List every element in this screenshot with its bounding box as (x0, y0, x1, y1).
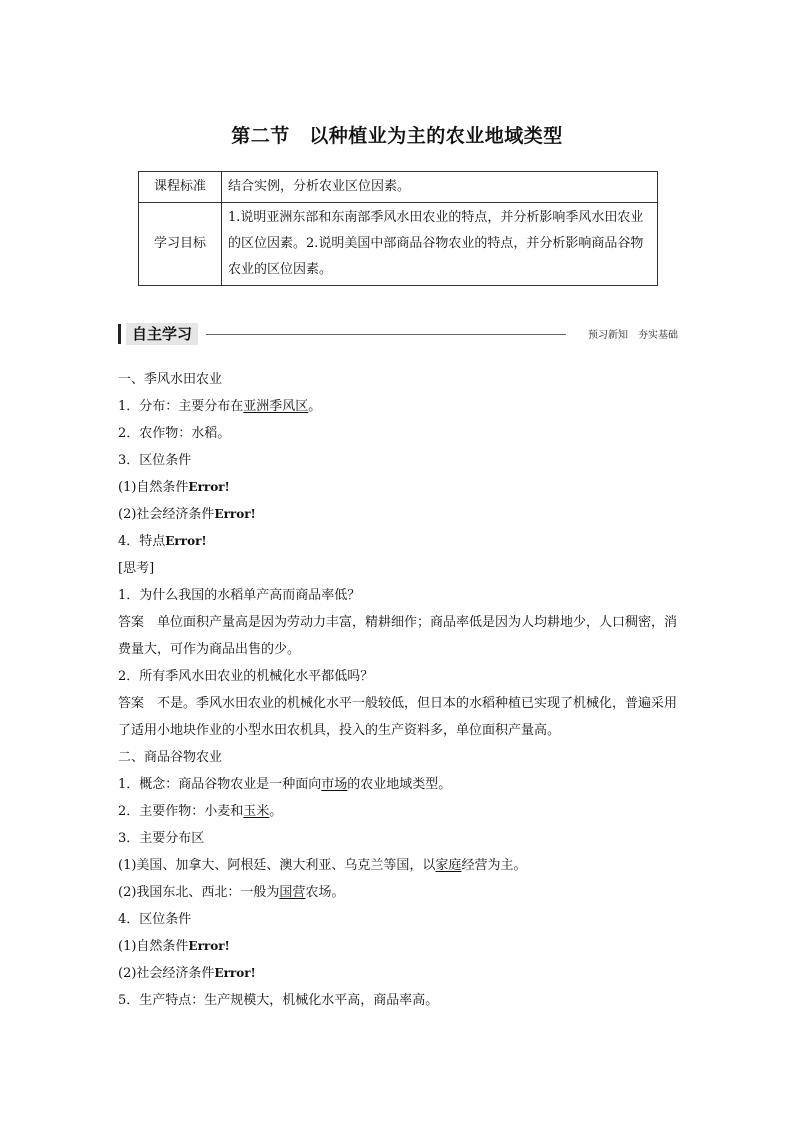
think-label: [思考] (118, 561, 155, 576)
line-location: 3．区位条件 (118, 453, 192, 468)
line-production: 5．生产特点：生产规模大，机械化水平高，商品率高。 (118, 993, 439, 1008)
study-content (118, 366, 684, 1014)
line-areas-1: (1)美国、加拿大、阿根廷、澳大利亚、乌克兰等国，以家庭经营为主。 (118, 858, 527, 873)
line-main-areas: 3．主要分布区 (118, 831, 205, 846)
section-header (118, 322, 678, 346)
section-divider (206, 334, 566, 335)
heading-monsoon: 一、季风水田农业 (118, 372, 223, 387)
table-row (139, 172, 658, 203)
answer-1: 答案 单位面积产量高是因为劳动力丰富，精耕细作；商品率低是因为人均耕地少，人口稠密，消费量大，可作为商品出售的少。 (118, 615, 678, 657)
question-2: 2．所有季风水田农业的机械化水平都低吗？ (118, 669, 374, 684)
line-crops: 2．农作物：水稻。 (118, 426, 231, 441)
line-location-2: 4．区位条件 (118, 912, 192, 927)
line-social-2: (2)社会经济条件Error! (118, 966, 256, 981)
section-subtitle: 预习新知 夯实基础 (588, 330, 678, 341)
line-distribution: 1．分布：主要分布在亚洲季风区。 (118, 399, 322, 414)
line-natural-2: (1)自然条件Error! (118, 939, 230, 954)
section-label: 自主学习 (126, 323, 198, 345)
page-title: 第二节 以种植业为主的农业地域类型 (231, 125, 563, 147)
section-marker (118, 324, 121, 344)
question-1: 1．为什么我国的水稻单产高而商品率低？ (118, 588, 361, 603)
row-value-goals: 1.说明亚洲东部和东南部季风水田农业的特点，并分析影响季风水田农业的区位因素。2.说明美国中部商品谷物农业的特点，并分析影响商品谷物农业的区位因素。 (222, 203, 658, 286)
line-concept: 1．概念：商品谷物农业是一种面向市场的农业地域类型。 (118, 777, 452, 792)
line-natural: (1)自然条件Error! (118, 480, 230, 495)
row-value-standard: 结合实例，分析农业区位因素。 (222, 172, 658, 203)
row-label-goals: 学习目标 (139, 203, 222, 286)
curriculum-standards-table (138, 171, 658, 286)
row-label-standard: 课程标准 (139, 172, 222, 203)
answer-2: 答案 不是。季风水田农业的机械化水平一般较低，但日本的水稻种植已实现了机械化，普遍采用了适用小地块作业的小型水田农机具，投入的生产资料多，单位面积产量高。 (118, 696, 678, 738)
heading-grain: 二、商品谷物农业 (118, 750, 223, 765)
table-row (139, 203, 658, 286)
line-features: 4．特点Error! (118, 534, 207, 549)
line-main-crops: 2．主要作物：小麦和玉米。 (118, 804, 283, 819)
line-social: (2)社会经济条件Error! (118, 507, 256, 522)
line-areas-2: (2)我国东北、西北：一般为国营农场。 (118, 885, 345, 900)
